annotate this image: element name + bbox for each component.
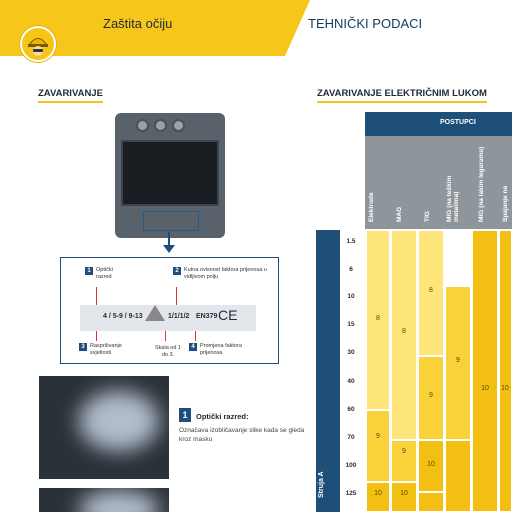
arrow-head-icon (163, 245, 175, 253)
marking-mid: 1/1/1/2 (168, 313, 190, 320)
knob-icon (136, 119, 149, 132)
column-header: Elektrode (368, 192, 375, 222)
section-title-left: ZAVARIVANJE (38, 88, 103, 103)
knob-icon (154, 119, 167, 132)
leader-line (96, 287, 97, 305)
note-badge: 2 (173, 267, 181, 275)
helmet-icon (20, 26, 56, 62)
marking-code: 4 / 5-9 / 9-13 (103, 313, 143, 320)
leader-line (165, 331, 166, 341)
mask-marking-highlight (143, 211, 199, 231)
shade-value: 10 (427, 461, 435, 468)
empty-cell (445, 230, 471, 286)
row-label: 10 (347, 293, 355, 300)
note-badge: 1 (85, 267, 93, 275)
row-label: 40 (347, 378, 355, 385)
note-text: Kutna ovisnost faktora prijenosa u vidljivom polju (184, 267, 267, 280)
column-header: Spajanje na (502, 185, 509, 222)
column-header: MIG (na lakim legurama) (478, 146, 485, 222)
column-header-band (365, 136, 512, 229)
shade-value: 10 (374, 490, 382, 497)
welding-photo (39, 376, 169, 479)
shade-cell (445, 440, 471, 512)
shade-value: 8 (402, 328, 406, 335)
shade-value: 8 (429, 287, 433, 294)
note-text: Promjena faktora prijenosa (200, 343, 242, 356)
postupci-label: POSTUPCI (440, 119, 476, 126)
shade-value: 9 (456, 357, 460, 364)
scale-note: Skala od 1 do 3. (155, 345, 181, 358)
section-title-right: ZAVARIVANJE ELEKTRIČNIM LUKOM (317, 88, 487, 103)
row-label: 100 (345, 462, 357, 469)
optic-description: Označava izobličavanje slike kada se gleda kroz masku (179, 427, 305, 443)
shade-value: 10 (481, 385, 489, 392)
ce-mark: CE (218, 307, 238, 323)
shade-value: 9 (402, 448, 406, 455)
amp-axis-label: Struja A (318, 471, 325, 498)
marking-standard: EN379 (196, 313, 218, 320)
shade-cell (418, 492, 444, 512)
postupci-header (365, 112, 512, 136)
leader-line (195, 331, 196, 341)
arrow-down-icon (168, 232, 170, 246)
row-label: 70 (347, 434, 355, 441)
manufacturer-logo-icon (145, 305, 165, 321)
shade-cell (366, 482, 390, 512)
shade-cell (391, 230, 417, 440)
shade-cell (499, 230, 512, 512)
mask-lens (121, 140, 219, 206)
column-header: TIG (424, 211, 431, 222)
shade-value: 8 (376, 315, 380, 322)
shade-cell (391, 482, 417, 512)
row-label: 15 (347, 321, 355, 328)
shade-value: 10 (400, 490, 408, 497)
note-text: Raspršivanje svjetlosti (90, 343, 122, 356)
row-label: 125 (345, 490, 357, 497)
column-header: MIG (na teškim metalima) (446, 175, 460, 222)
note-badge: 3 (79, 343, 87, 351)
row-label: 6 (349, 266, 353, 273)
knob-icon (172, 119, 185, 132)
shade-cell (472, 230, 498, 512)
row-label: 30 (347, 349, 355, 356)
column-header: MAG (396, 206, 403, 222)
section-header-right: TEHNIČKI PODACI (308, 16, 423, 31)
welding-photo (39, 488, 169, 512)
shade-value: 9 (376, 433, 380, 440)
note-badge: 4 (189, 343, 197, 351)
note-text: Optički razred (96, 267, 113, 280)
shade-value: 9 (429, 392, 433, 399)
shade-cell (391, 440, 417, 482)
page-title: Zaštita očiju (103, 16, 173, 31)
row-label: 1.5 (346, 238, 356, 245)
optic-title: Optički razred: (196, 412, 249, 421)
shade-cell (366, 410, 390, 482)
row-label: 60 (347, 406, 355, 413)
shade-value: 10 (501, 385, 509, 392)
leader-line (96, 331, 97, 341)
optic-badge: 1 (179, 408, 191, 422)
leader-line (176, 287, 177, 305)
amp-axis-band (316, 230, 340, 512)
